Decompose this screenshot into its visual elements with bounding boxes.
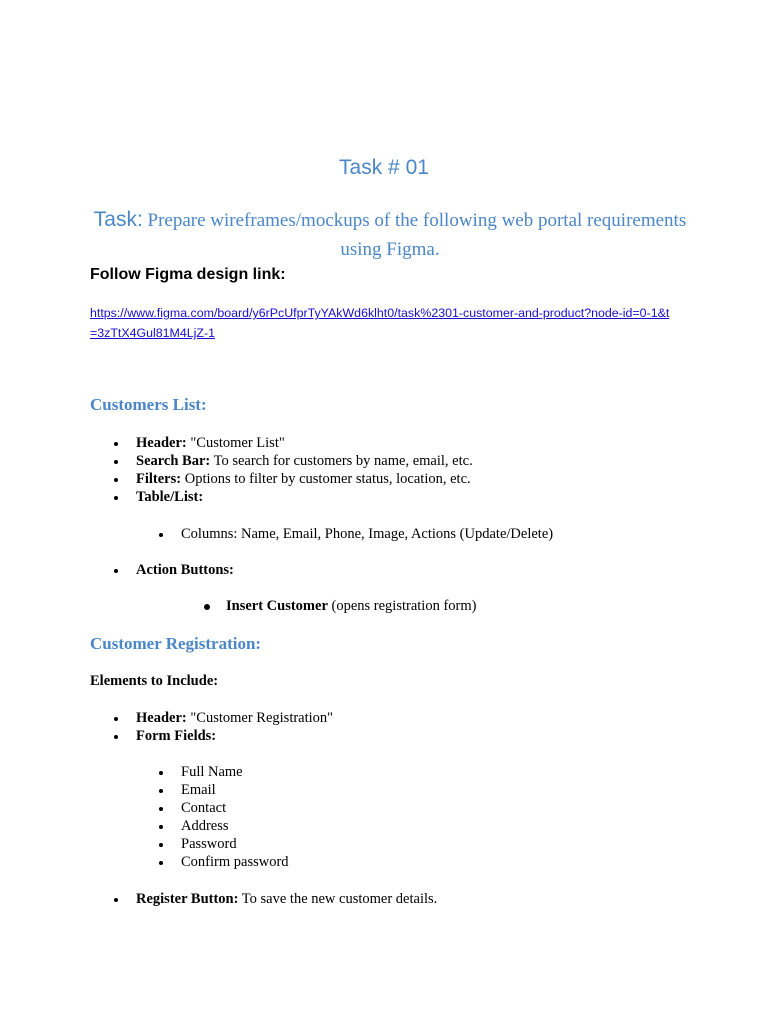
list-item <box>181 799 289 817</box>
list-item <box>181 781 289 799</box>
task-description <box>90 205 690 264</box>
list-item <box>181 817 289 835</box>
item-label: Table/List: <box>136 489 204 505</box>
list-item <box>136 727 333 745</box>
figma-design-link[interactable]: https://www.figma.com/board/y6rPcUfprTyYAkWd6klht0/task%2301-customer-and-product?node-id=0-1&t=3zTtX4Gul81M4LjZ-1 <box>90 306 670 340</box>
action-buttons-list <box>136 561 234 579</box>
task-text: Prepare wireframes/mockups of the following web portal requirements using Figma. <box>147 210 687 260</box>
register-button-list <box>136 890 437 908</box>
form-field-name: Password <box>181 836 237 852</box>
item-label: Header: <box>136 435 187 451</box>
form-field-name: Full Name <box>181 764 243 780</box>
insert-customer-text: (opens registration form) <box>327 598 477 614</box>
follow-figma-heading: Follow Figma design link: <box>90 266 286 283</box>
item-text: Options to filter by customer status, location, etc. <box>181 471 471 487</box>
list-item <box>136 890 437 908</box>
form-field-name: Address <box>181 818 229 834</box>
item-label: Filters: <box>136 471 182 487</box>
form-field-name: Email <box>181 782 216 798</box>
task-label: Task: <box>93 208 143 231</box>
item-text: To search for customers by name, email, etc. <box>210 453 473 469</box>
customers-list-heading: Customers List: <box>90 395 207 414</box>
table-columns-list <box>181 525 553 543</box>
list-item <box>136 452 473 470</box>
registration-items <box>136 709 333 745</box>
item-label: Header: <box>136 710 187 726</box>
action-buttons-label: Action Buttons: <box>136 562 234 578</box>
form-field-name: Confirm password <box>181 854 289 870</box>
list-item <box>181 763 289 781</box>
item-label: Search Bar: <box>136 453 211 469</box>
item-text: "Customer List" <box>186 435 285 451</box>
list-item <box>136 470 473 488</box>
list-item <box>181 853 289 871</box>
insert-customer-list <box>226 597 476 615</box>
list-item <box>226 597 476 615</box>
list-item <box>136 434 473 452</box>
form-fields-list <box>181 763 289 871</box>
customers-list-items <box>136 434 473 506</box>
list-item <box>136 709 333 727</box>
item-label: Form Fields: <box>136 728 217 744</box>
list-item <box>136 488 473 506</box>
register-button-label: Register Button: <box>136 891 239 907</box>
elements-to-include-heading: Elements to Include: <box>90 673 219 689</box>
list-item <box>181 525 553 543</box>
task-number-title: Task # 01 <box>339 156 429 179</box>
form-field-name: Contact <box>181 800 227 816</box>
columns-text: Columns: Name, Email, Phone, Image, Actions (Update/Delete) <box>181 526 554 542</box>
customer-registration-heading: Customer Registration: <box>90 634 262 653</box>
item-text: "Customer Registration" <box>186 710 334 726</box>
insert-customer-label: Insert Customer <box>226 598 328 614</box>
register-button-text: To save the new customer details. <box>238 891 438 907</box>
list-item <box>136 561 234 579</box>
list-item <box>181 835 289 853</box>
